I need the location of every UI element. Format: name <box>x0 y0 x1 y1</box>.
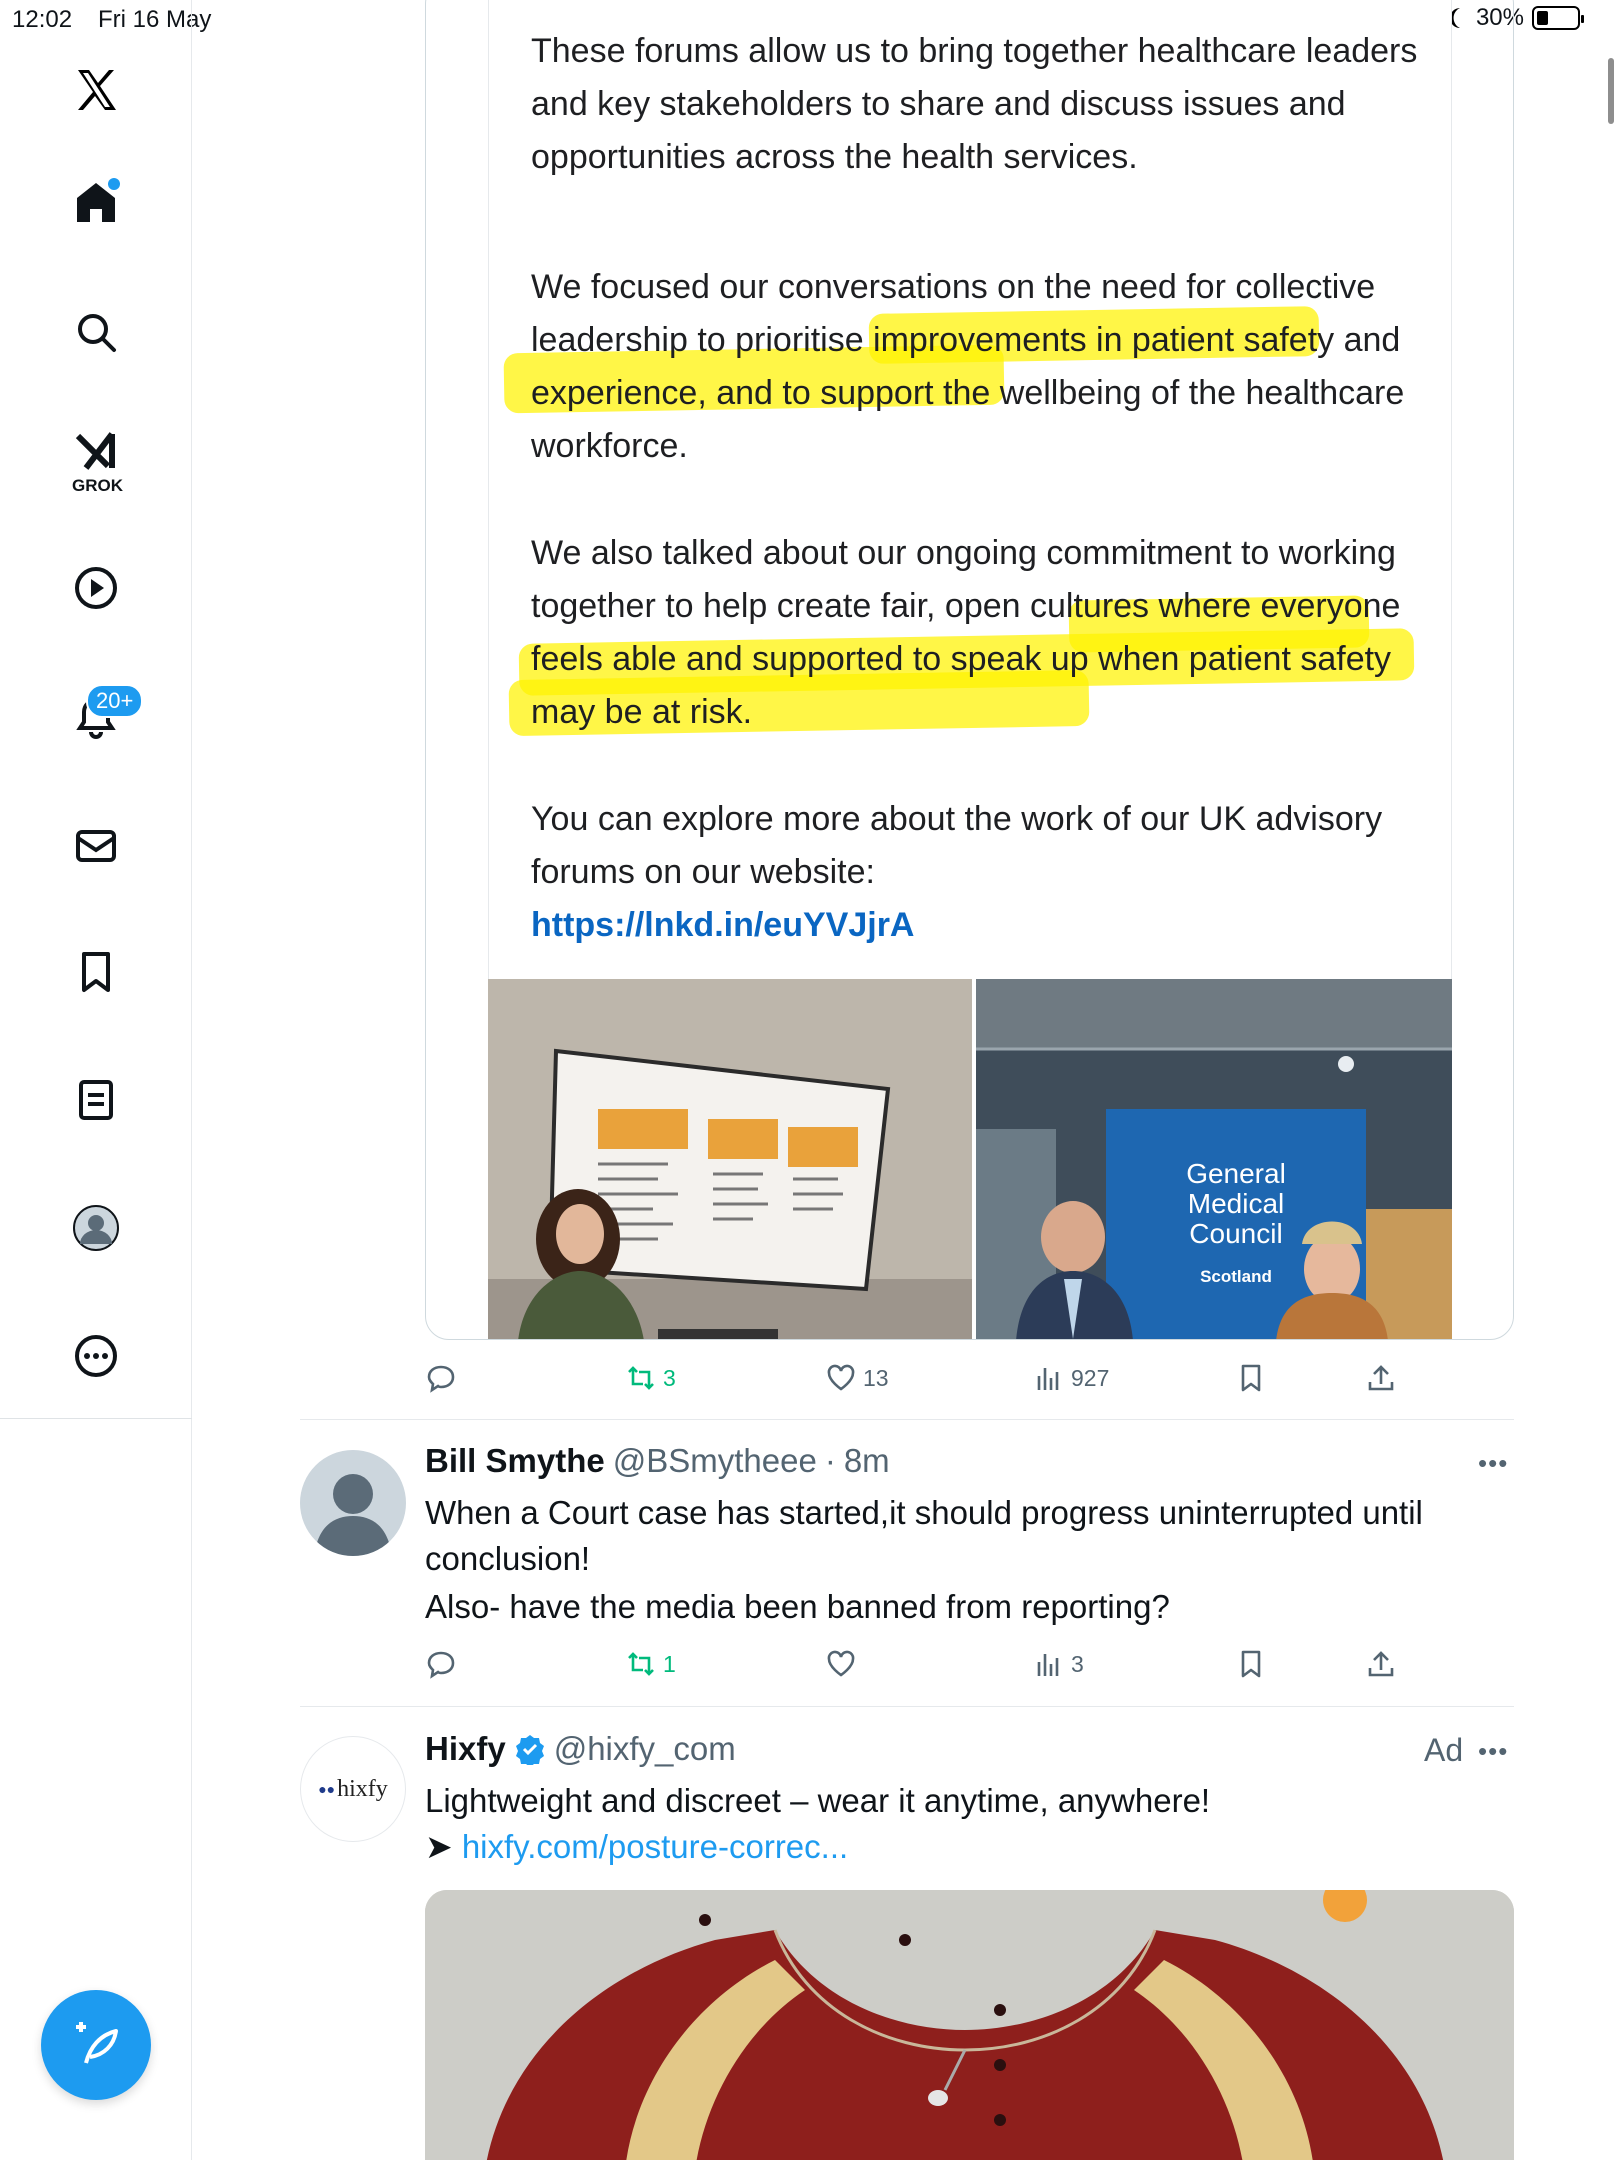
banner-line-medical: Medical <box>1187 1188 1285 1219</box>
share-icon <box>1365 1362 1397 1394</box>
tweet-text-2: Also- have the media been banned from reporting? <box>425 1588 1170 1625</box>
like-count: 13 <box>863 1364 889 1391</box>
tweet-divider <box>300 1706 1514 1707</box>
ad-link-line <box>425 1824 1495 1870</box>
battery-level <box>1537 11 1548 25</box>
separator-dot: · <box>824 1442 836 1479</box>
bookmark-button[interactable] <box>1235 1362 1267 1394</box>
author-name[interactable]: Bill Smythe <box>425 1442 605 1479</box>
play-icon[interactable] <box>68 560 124 616</box>
status-time: 12:02 <box>12 6 73 33</box>
tweet-more-button[interactable]: ••• <box>1478 1736 1509 1766</box>
search-icon[interactable] <box>68 304 124 360</box>
quote-paragraph-3: We also talked about our ongoing commitment to working together to help create fair, open cultures where everyone feels able and supported to speak up when patient safety may be at risk. <box>531 534 1401 731</box>
advertiser-avatar[interactable] <box>300 1736 406 1842</box>
quote-paragraph-1: These forums allow us to bring together healthcare leaders and key stakeholders to share and discuss issues and opportunities across the health services. <box>531 32 1418 176</box>
hixfy-logo-icon: ●● <box>318 1781 336 1797</box>
quote-paragraph-2: We focused our conversations on the need for collective leadership to prioritise improvements in patient safety and experience, and to support the wellbeing of the healthcare workforce. <box>531 268 1405 465</box>
arrow-icon: ➤ <box>425 1828 453 1865</box>
gmc-banner-text <box>1106 1109 1366 1287</box>
sidebar-divider <box>0 1418 192 1419</box>
tweet-more-button[interactable]: ••• <box>1478 1448 1509 1478</box>
reply-icon <box>425 1648 457 1680</box>
sidebar <box>0 0 192 2160</box>
banner-line-scotland: Scotland <box>1200 1267 1272 1286</box>
author-handle[interactable]: @BSmytheee <box>612 1442 817 1479</box>
ad-label: Ad <box>1424 1732 1464 1768</box>
bookmark-icon[interactable] <box>68 944 124 1000</box>
avatar[interactable] <box>300 1450 406 1556</box>
bookmark-button[interactable] <box>1235 1648 1267 1680</box>
retweet-button[interactable] <box>625 1362 676 1394</box>
retweet-button[interactable] <box>625 1648 676 1680</box>
home-icon[interactable] <box>68 174 124 230</box>
battery-percent: 30% <box>1475 4 1524 31</box>
tweet-text-1: When a Court case has started,it should progress uninterrupted until conclusion! <box>425 1494 1423 1577</box>
retweet-icon <box>625 1648 657 1680</box>
verified-badge-icon <box>514 1733 546 1765</box>
avatar-icon[interactable] <box>68 1200 124 1256</box>
tweet3-header <box>425 1730 736 1768</box>
views-button[interactable] <box>1033 1362 1109 1394</box>
ad-link[interactable]: hixfy.com/posture-correc... <box>461 1828 849 1865</box>
x-logo-icon[interactable] <box>68 62 124 118</box>
banner-line-council: Council <box>1189 1218 1283 1249</box>
retweet-count: 1 <box>663 1650 676 1677</box>
tweet2-action-bar <box>425 1648 1425 1688</box>
quote-link[interactable]: https://lnkd.in/euYVJjrA <box>531 906 915 944</box>
bookmark-icon <box>1235 1648 1267 1680</box>
scroll-handle[interactable] <box>1608 58 1614 124</box>
heart-icon <box>825 1362 857 1394</box>
view-count: 927 <box>1071 1364 1110 1391</box>
hixfy-logo-text: hixfy <box>337 1775 388 1802</box>
mail-icon[interactable] <box>68 818 124 874</box>
share-icon <box>1365 1648 1397 1680</box>
bookmark-icon <box>1235 1362 1267 1394</box>
notification-badge: 20+ <box>86 684 143 718</box>
ad-text: Lightweight and discreet – wear it anytime, anywhere! <box>425 1782 1211 1819</box>
ad-media-image[interactable] <box>425 1890 1514 2160</box>
tweet2-header <box>425 1442 890 1480</box>
status-date: Fri 16 May <box>98 6 212 33</box>
reply-icon <box>425 1362 457 1394</box>
tweet1-action-bar <box>425 1362 1425 1402</box>
compose-icon <box>68 2017 124 2073</box>
retweet-count: 3 <box>663 1364 676 1391</box>
quote-paragraph-4: You can explore more about the work of our UK advisory forums on our website: <box>531 800 1383 891</box>
list-icon[interactable] <box>68 1072 124 1128</box>
home-unread-dot <box>108 178 120 190</box>
share-button[interactable] <box>1365 1648 1397 1680</box>
banner-line-general: General <box>1186 1158 1286 1189</box>
tweet-divider <box>300 1419 1514 1420</box>
presentation-photo[interactable] <box>488 979 972 1340</box>
heart-icon <box>825 1648 857 1680</box>
retweet-icon <box>625 1362 657 1394</box>
tweet-time[interactable]: 8m <box>843 1442 890 1479</box>
author-handle[interactable]: @hixfy_com <box>553 1730 736 1767</box>
more-icon[interactable] <box>68 1328 124 1384</box>
view-count: 3 <box>1071 1650 1084 1677</box>
quoted-post-card[interactable] <box>425 0 1514 1340</box>
gmc-scotland-photo[interactable] <box>976 979 1452 1340</box>
grok-label: GROK <box>72 476 123 495</box>
reply-button[interactable] <box>425 1362 457 1394</box>
views-button[interactable] <box>1033 1648 1084 1680</box>
compose-button[interactable] <box>41 1990 151 2100</box>
battery-icon <box>1532 6 1580 30</box>
views-icon <box>1033 1362 1065 1394</box>
grok-icon[interactable] <box>68 424 124 480</box>
like-button[interactable] <box>825 1648 857 1680</box>
author-name[interactable]: Hixfy <box>425 1730 506 1767</box>
share-button[interactable] <box>1365 1362 1397 1394</box>
reply-button[interactable] <box>425 1648 457 1680</box>
views-icon <box>1033 1648 1065 1680</box>
like-button[interactable] <box>825 1362 889 1394</box>
